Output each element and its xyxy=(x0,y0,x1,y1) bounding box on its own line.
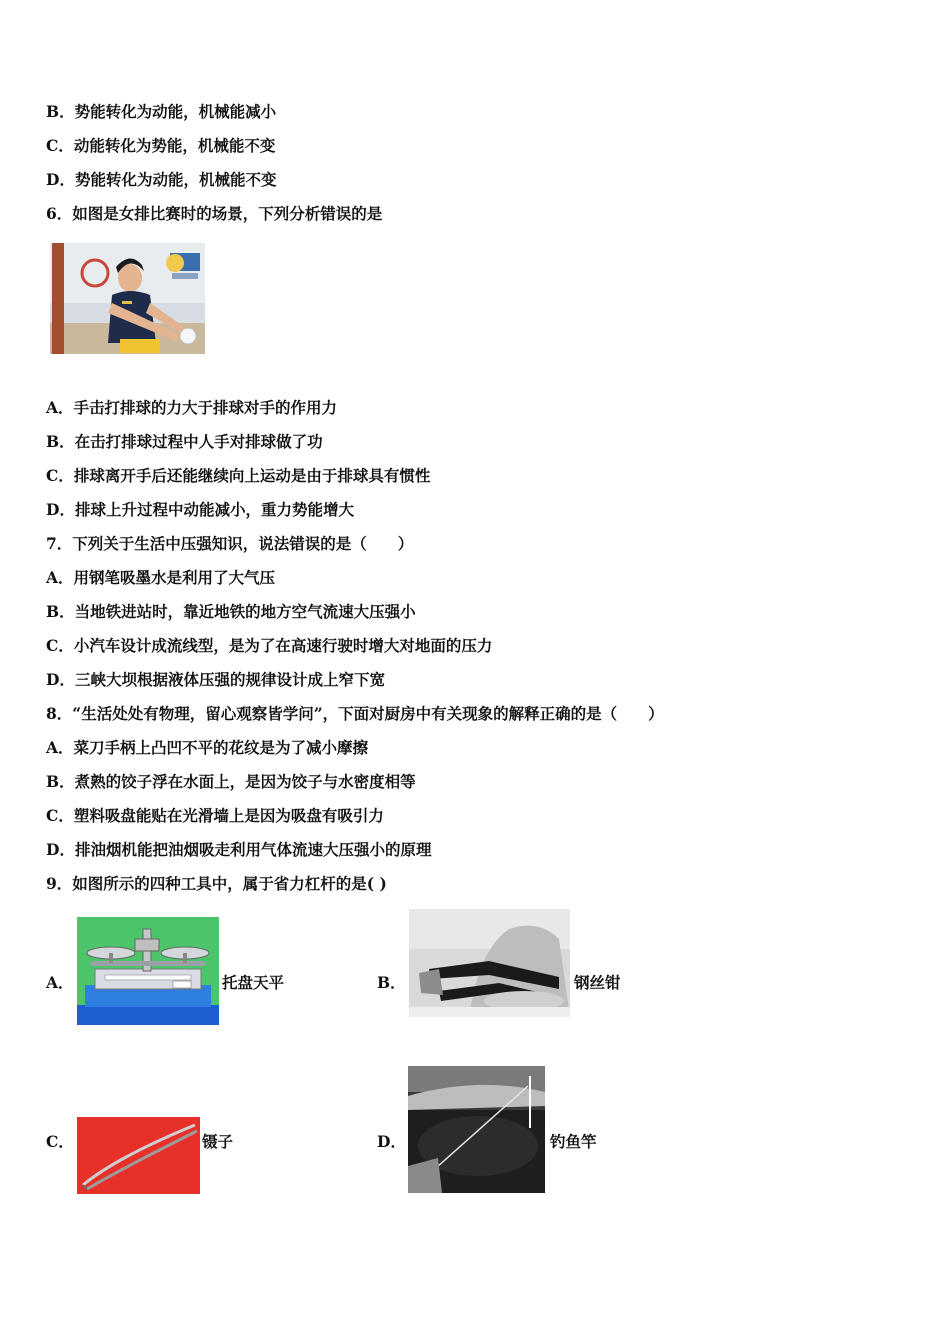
q9-stem: 9．如图所示的四种工具中，属于省力杠杆的是( ) xyxy=(46,874,387,893)
balance-scale-photo xyxy=(77,917,219,1025)
q7-option-c: C．小汽车设计成流线型，是为了在高速行驶时增大对地面的压力 xyxy=(46,636,493,655)
pliers-photo xyxy=(409,909,570,1017)
q6-option-b: B．在击打排球过程中人手对排球做了功 xyxy=(46,432,323,451)
q9-option-d-label: D． xyxy=(377,1132,406,1151)
q8-stem: 8．“生活处处有物理，留心观察皆学问”，下面对厨房中有关现象的解释正确的是（ ） xyxy=(46,704,664,723)
q9-option-c-label: C． xyxy=(46,1132,74,1151)
q8-option-a: A．菜刀手柄上凸凹不平的花纹是为了减小摩擦 xyxy=(46,738,369,757)
q6-option-a: A．手击打排球的力大于排球对手的作用力 xyxy=(46,398,338,417)
q7-option-b: B．当地铁进站时，靠近地铁的地方空气流速大压强小 xyxy=(46,602,416,621)
q9-option-b-caption: 钢丝钳 xyxy=(574,973,621,992)
q5-option-d: D．势能转化为动能，机械能不变 xyxy=(46,170,277,189)
tweezers-photo xyxy=(77,1117,200,1194)
q5-option-b: B．势能转化为动能，机械能减小 xyxy=(46,102,277,121)
q9-option-b-label: B． xyxy=(377,973,406,992)
q8-option-d: D．排油烟机能把油烟吸走利用气体流速大压强小的原理 xyxy=(46,840,432,859)
q9-option-a-label: A． xyxy=(46,973,74,992)
q9-option-d-caption: 钓鱼竿 xyxy=(550,1132,597,1151)
q6-stem: 6．如图是女排比赛时的场景，下列分析错误的是 xyxy=(46,204,383,223)
q8-option-c: C．塑料吸盘能贴在光滑墙上是因为吸盘有吸引力 xyxy=(46,806,384,825)
q9-option-a-caption: 托盘天平 xyxy=(222,973,285,992)
q7-option-a: A．用钢笔吸墨水是利用了大气压 xyxy=(46,568,276,587)
volleyball-photo xyxy=(50,243,205,354)
q6-option-c: C．排球离开手后还能继续向上运动是由于排球具有惯性 xyxy=(46,466,431,485)
q6-option-d: D．排球上升过程中动能减小，重力势能增大 xyxy=(46,500,354,519)
fishing-rod-photo xyxy=(408,1066,545,1193)
q7-option-d: D．三峡大坝根据液体压强的规律设计成上窄下宽 xyxy=(46,670,385,689)
q5-option-c: C．动能转化为势能，机械能不变 xyxy=(46,136,276,155)
q7-stem: 7．下列关于生活中压强知识，说法错误的是（ ） xyxy=(46,534,414,553)
q8-option-b: B．煮熟的饺子浮在水面上，是因为饺子与水密度相等 xyxy=(46,772,416,791)
q9-option-c-caption: 镊子 xyxy=(202,1132,234,1151)
